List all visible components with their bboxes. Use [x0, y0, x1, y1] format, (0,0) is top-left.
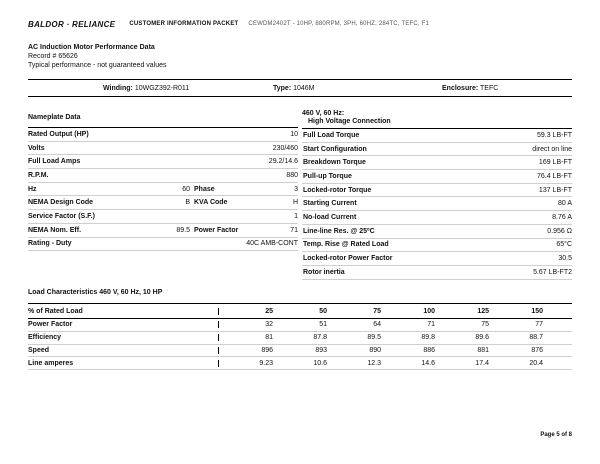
nameplate-label: R.P.M. [28, 171, 49, 179]
load-value: 77 [535, 321, 543, 329]
high-voltage-row [302, 129, 572, 143]
nameplate-value: 71 [290, 226, 298, 234]
hv-label: Starting Current [303, 200, 357, 208]
nameplate-value: 230/460 [272, 144, 298, 152]
load-value: 890 [369, 346, 381, 354]
load-value: 89.8 [421, 334, 435, 342]
high-voltage-row [302, 184, 572, 198]
nameplate-label: Phase [194, 185, 215, 193]
high-voltage-row [302, 252, 572, 266]
hv-value: 169 LB-FT [538, 159, 572, 167]
hv-value: 65°C [556, 241, 572, 249]
load-row-label: Efficiency [28, 334, 62, 342]
load-row-label: Speed [28, 346, 50, 354]
load-value: 20.4 [529, 359, 543, 367]
load-row [28, 319, 572, 332]
nameplate-row [28, 155, 298, 169]
load-table-header: % of Rated Load 25 50 75 100 125 150 [28, 303, 572, 319]
nameplate-label: Power Factor [194, 226, 239, 234]
document-header [28, 18, 572, 30]
high-voltage-row [302, 197, 572, 211]
hv-label: Locked-rotor Torque [303, 186, 372, 194]
nameplate-row [28, 142, 298, 156]
title-block [28, 43, 167, 70]
load-characteristics-title: Load Characteristics 460 V, 60 Hz, 10 HP [28, 289, 163, 296]
hv-label: No-load Current [303, 213, 357, 221]
high-voltage-row [302, 211, 572, 225]
nameplate-label: Volts [28, 144, 45, 152]
load-value: 64 [373, 321, 381, 329]
load-row [28, 357, 572, 370]
type-cell: Type: 1046M [273, 84, 315, 92]
high-voltage-row [302, 143, 572, 157]
load-value: 14.6 [421, 359, 435, 367]
hv-value: 59.3 LB-FT [536, 131, 572, 139]
load-value: 89.6 [475, 334, 489, 342]
nameplate-value: 1 [294, 212, 298, 220]
nameplate-label: NEMA Nom. Eff. [28, 226, 82, 234]
nameplate-table [28, 107, 298, 251]
nameplate-row [28, 183, 298, 197]
nameplate-label: Rating - Duty [28, 240, 72, 248]
load-value: 881 [477, 346, 489, 354]
brand-logo: BALDOR · RELIANCE [28, 19, 116, 29]
load-value: 886 [423, 346, 435, 354]
nameplate-value: H [292, 199, 298, 207]
winding-cell: Winding: 10WGZ392-R011 [103, 84, 190, 92]
nameplate-row [28, 210, 298, 224]
load-column-header: 75 [373, 307, 381, 315]
nameplate-value: B [185, 199, 190, 207]
nameplate-value: 89.5 [176, 226, 190, 234]
nameplate-value: 40C AMB-CONT [246, 240, 298, 248]
hv-label: Locked-rotor Power Factor [303, 255, 393, 263]
load-row-label: Line amperes [28, 359, 74, 367]
load-column-header: 25 [218, 308, 273, 315]
load-value: 87.8 [313, 334, 327, 342]
load-value: 896 [218, 347, 273, 354]
load-characteristics-table [28, 303, 572, 370]
hv-label: Line-line Res. @ 25ºC [303, 227, 375, 235]
hv-label: Temp. Rise @ Rated Load [303, 241, 389, 249]
high-voltage-row [302, 239, 572, 253]
nameplate-value: 10 [290, 130, 298, 138]
record-number: Record # 65626 [28, 53, 78, 60]
hv-label: Rotor inertia [303, 268, 345, 276]
high-voltage-row [302, 266, 572, 280]
hv-label: Start Configuration [303, 145, 367, 153]
hv-value: 80 A [557, 200, 572, 208]
nameplate-value: 880 [286, 171, 298, 179]
nameplate-label: KVA Code [194, 199, 228, 207]
load-value: 81 [218, 334, 273, 341]
hv-value: 8.76 A [552, 213, 572, 221]
load-value: 9.23 [218, 360, 273, 367]
high-voltage-row [302, 170, 572, 184]
load-row-label: Power Factor [28, 321, 73, 329]
hv-value: 5.67 LB-FT2 [533, 268, 572, 276]
high-voltage-table [302, 107, 572, 280]
hv-label: Full Load Torque [303, 131, 360, 139]
nameplate-label: Full Load Amps [28, 158, 81, 166]
nameplate-label: Service Factor (S.F.) [28, 212, 95, 220]
nameplate-row [28, 224, 298, 238]
load-value: 51 [319, 321, 327, 329]
load-column-header: 150 [531, 307, 543, 315]
load-value: 17.4 [475, 359, 489, 367]
load-value: 71 [427, 321, 435, 329]
load-value: 893 [315, 346, 327, 354]
hv-value: 30.5 [558, 255, 572, 263]
high-voltage-heading: 460 V, 60 Hz: High Voltage Connection [302, 107, 572, 129]
load-value: 10.6 [313, 359, 327, 367]
load-value: 89.5 [367, 334, 381, 342]
packet-title: CUSTOMER INFORMATION PACKET [129, 21, 239, 27]
high-voltage-row [302, 225, 572, 239]
disclaimer: Typical performance - not guaranteed values [28, 62, 167, 69]
hv-value: 76.4 LB-FT [536, 172, 572, 180]
winding-value: 10WGZ392-R011 [134, 84, 190, 92]
nameplate-heading: Nameplate Data [28, 107, 298, 128]
load-row [28, 332, 572, 345]
catalog-description: CEWDM2402T - 10HP, 880RPM, 3PH, 60HZ, 284TC, TEFC, F1 [248, 21, 430, 27]
load-column-header: 50 [319, 307, 327, 315]
hv-value: 0.956 Ω [547, 227, 572, 235]
nameplate-row [28, 128, 298, 142]
nameplate-label: NEMA Design Code [28, 199, 94, 207]
load-value: 876 [531, 346, 543, 354]
hv-value: direct on line [532, 145, 572, 153]
nameplate-value: 3 [294, 185, 298, 193]
enclosure-value: TEFC [480, 84, 499, 92]
load-column-header: 100 [423, 307, 435, 315]
load-value: 12.3 [367, 359, 381, 367]
spec-row [28, 79, 572, 97]
load-value: 32 [218, 321, 273, 328]
high-voltage-row [302, 156, 572, 170]
nameplate-row [28, 196, 298, 210]
load-value: 75 [481, 321, 489, 329]
nameplate-value: 60 [182, 185, 190, 193]
page-number: Page 5 of 8 [540, 432, 572, 438]
nameplate-row [28, 169, 298, 183]
hv-label: Pull-up Torque [303, 172, 352, 180]
document-title: AC Induction Motor Performance Data [28, 44, 155, 51]
nameplate-row [28, 238, 298, 252]
enclosure-cell: Enclosure: TEFC [442, 84, 499, 92]
nameplate-label: Hz [28, 185, 37, 193]
nameplate-label: Rated Output (HP) [28, 130, 89, 138]
load-column-header: 125 [477, 307, 489, 315]
hv-value: 137 LB-FT [538, 186, 572, 194]
nameplate-value: 29.2/14.6 [268, 158, 298, 166]
load-row [28, 345, 572, 358]
type-value: 1046M [293, 84, 315, 92]
hv-label: Breakdown Torque [303, 159, 366, 167]
load-value: 88.7 [529, 334, 543, 342]
